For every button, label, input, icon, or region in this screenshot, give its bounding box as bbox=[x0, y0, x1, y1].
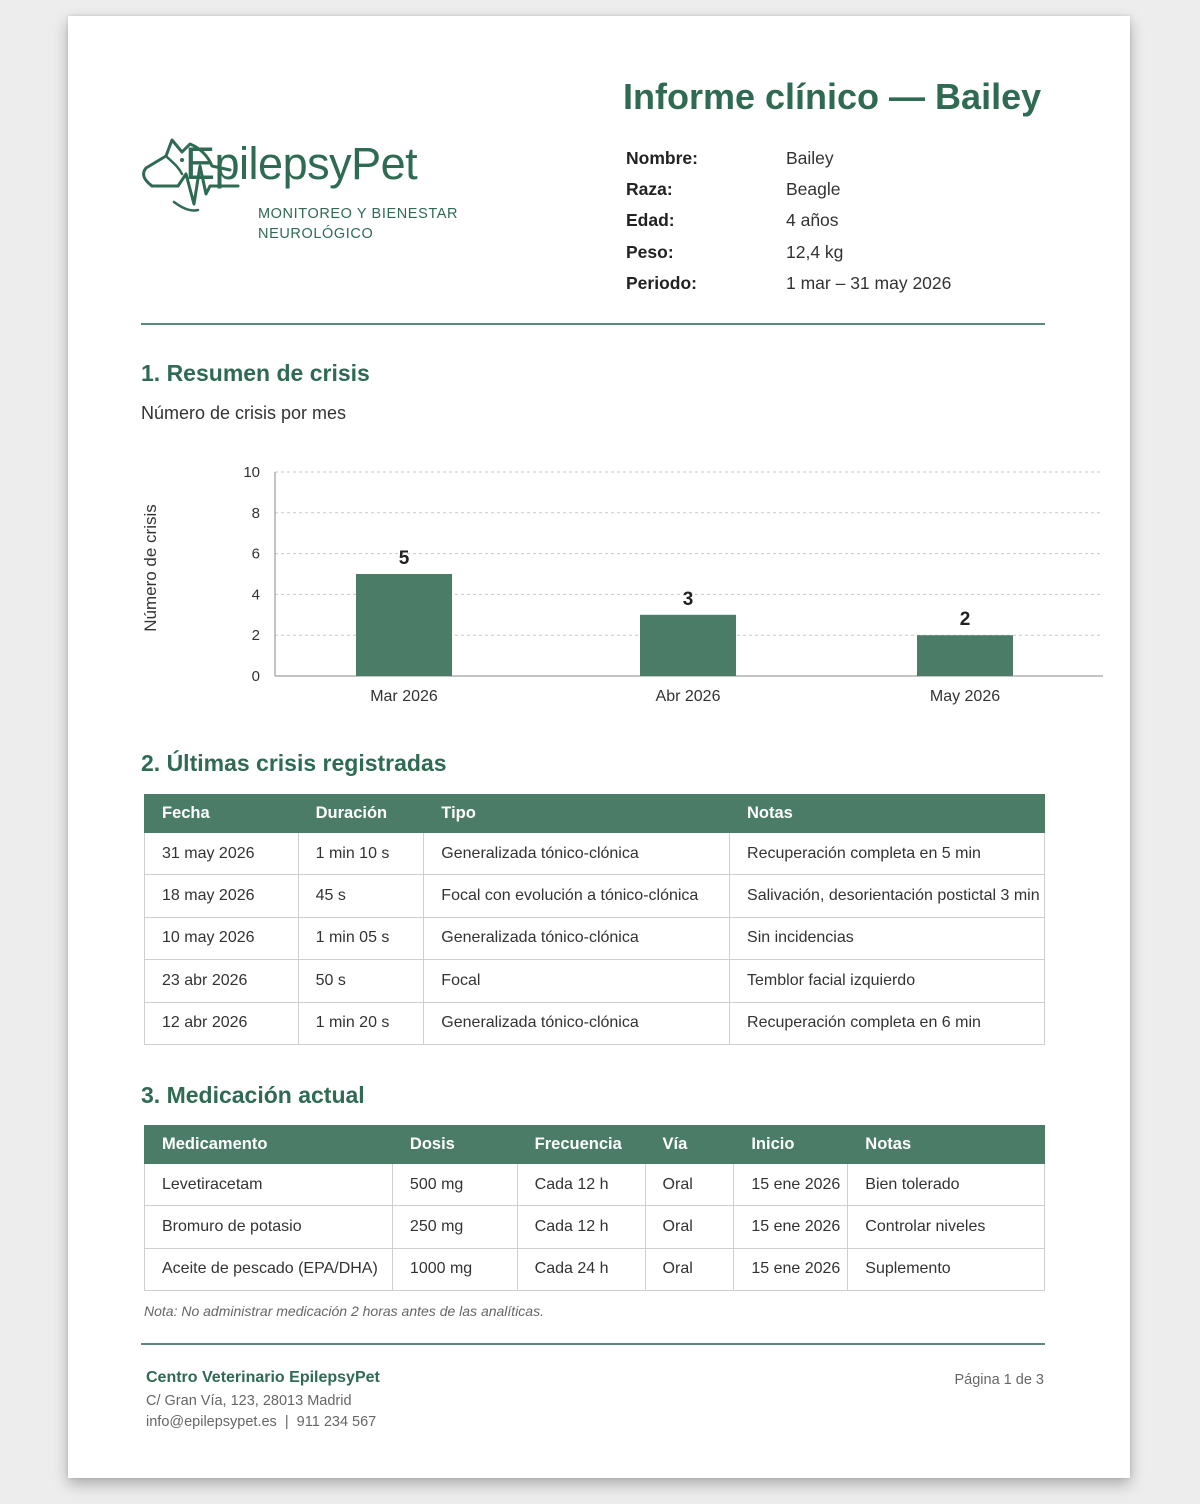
crisis-header-cell: Duración bbox=[298, 795, 424, 833]
table-row bbox=[145, 833, 1045, 875]
patient-info bbox=[626, 143, 951, 299]
medication-cell: Bromuro de potasio bbox=[145, 1206, 393, 1248]
patient-label: Raza: bbox=[626, 179, 673, 200]
y-tick-label: 4 bbox=[251, 586, 260, 604]
x-tick-label: May 2026 bbox=[929, 688, 1001, 705]
patient-value: 1 mar – 31 may 2026 bbox=[786, 272, 952, 293]
table-header-row bbox=[145, 795, 1045, 833]
table-row bbox=[145, 1248, 1045, 1290]
medication-cell: Cada 12 h bbox=[517, 1206, 645, 1248]
y-tick-label: 2 bbox=[251, 627, 260, 645]
y-tick-label: 0 bbox=[251, 668, 260, 685]
patient-value: Bailey bbox=[786, 148, 834, 169]
data-label: 2 bbox=[959, 609, 971, 631]
y-tick-label: 6 bbox=[251, 545, 260, 563]
crisis-cell: Temblor facial izquierdo bbox=[730, 960, 1045, 1002]
section-title-recent-crises: 2. Últimas crisis registradas bbox=[141, 750, 447, 776]
y-axis-label: Número de crisis bbox=[141, 504, 160, 632]
tagline-line-2: NEUROLÓGICO bbox=[258, 226, 374, 242]
crisis-cell: Generalizada tónico-clónica bbox=[424, 833, 730, 875]
medication-cell: Cada 24 h bbox=[517, 1248, 645, 1290]
bar bbox=[356, 574, 452, 676]
data-label: 5 bbox=[398, 548, 410, 569]
medication-cell: Oral bbox=[645, 1248, 734, 1290]
brand-tagline bbox=[258, 204, 498, 244]
footer-clinic-name: Centro Veterinario EpilepsyPet bbox=[146, 1369, 380, 1386]
x-tick-label: Mar 2026 bbox=[370, 688, 438, 705]
patient-row-name bbox=[626, 143, 951, 174]
table-row bbox=[145, 917, 1045, 959]
table-row bbox=[145, 1164, 1045, 1206]
report-title: Informe clínico — Bailey bbox=[623, 76, 1042, 117]
y-tick-label: 8 bbox=[251, 504, 260, 522]
patient-label: Edad: bbox=[626, 210, 675, 231]
crisis-header-cell: Notas bbox=[730, 795, 1045, 833]
medication-cell: 1000 mg bbox=[392, 1248, 517, 1290]
medication-cell: Aceite de pescado (EPA/DHA) bbox=[145, 1248, 393, 1290]
section-title-crisis-summary: 1. Resumen de crisis bbox=[141, 360, 370, 386]
medication-cell: Levetiracetam bbox=[145, 1164, 393, 1206]
medication-header-cell: Medicamento bbox=[145, 1126, 393, 1164]
crisis-cell: 12 abr 2026 bbox=[145, 1002, 299, 1044]
medication-header-cell: Frecuencia bbox=[517, 1126, 645, 1164]
patient-row-breed bbox=[626, 174, 951, 205]
patient-label: Periodo: bbox=[626, 272, 697, 293]
crisis-cell: 31 may 2026 bbox=[145, 833, 299, 875]
y-tick-label: 10 bbox=[243, 464, 260, 481]
crisis-bar-chart bbox=[138, 446, 1038, 705]
crisis-cell: Focal con evolución a tónico-clónica bbox=[424, 875, 730, 917]
medication-cell: Oral bbox=[645, 1164, 734, 1206]
medication-cell: 15 ene 2026 bbox=[734, 1164, 848, 1206]
medication-cell: 15 ene 2026 bbox=[734, 1206, 848, 1248]
crisis-cell: Recuperación completa en 6 min bbox=[730, 1002, 1045, 1044]
medication-cell: Controlar niveles bbox=[848, 1206, 1045, 1248]
report-page bbox=[68, 16, 1130, 1478]
medication-cell: Suplemento bbox=[848, 1248, 1045, 1290]
medication-note: Nota: No administrar medicación 2 horas antes de las analíticas. bbox=[144, 1303, 544, 1319]
crisis-cell: 10 may 2026 bbox=[145, 917, 299, 959]
crisis-cell: 18 may 2026 bbox=[145, 875, 299, 917]
patient-row-period bbox=[626, 268, 951, 299]
footer-address: C/ Gran Vía, 123, 28013 Madrid bbox=[146, 1393, 352, 1409]
table-header-row bbox=[145, 1126, 1045, 1164]
medication-header-cell: Vía bbox=[645, 1126, 734, 1164]
section-title-medication: 3. Medicación actual bbox=[141, 1082, 365, 1108]
medication-cell: 250 mg bbox=[392, 1206, 517, 1248]
crisis-cell: Generalizada tónico-clónica bbox=[424, 917, 730, 959]
medication-cell: Cada 12 h bbox=[517, 1164, 645, 1206]
crisis-cell: Recuperación completa en 5 min bbox=[730, 833, 1045, 875]
crisis-cell: Focal bbox=[424, 960, 730, 1002]
crisis-cell: 1 min 20 s bbox=[298, 1002, 424, 1044]
medication-header-cell: Dosis bbox=[392, 1126, 517, 1164]
crisis-cell: 1 min 10 s bbox=[298, 833, 424, 875]
patient-row-age bbox=[626, 205, 951, 236]
patient-value: 12,4 kg bbox=[786, 241, 844, 262]
bar bbox=[917, 635, 1013, 676]
bar bbox=[640, 615, 736, 676]
table-row bbox=[145, 960, 1045, 1002]
medication-cell: Oral bbox=[645, 1206, 734, 1248]
crisis-cell: 45 s bbox=[298, 875, 424, 917]
chart-caption: Número de crisis por mes bbox=[141, 403, 347, 423]
medication-header-cell: Inicio bbox=[734, 1126, 848, 1164]
medication-cell: 500 mg bbox=[392, 1164, 517, 1206]
footer-divider bbox=[141, 1343, 1045, 1345]
patient-value: 4 años bbox=[786, 210, 839, 231]
page-number: Página 1 de 3 bbox=[954, 1372, 1044, 1388]
table-row bbox=[145, 875, 1045, 917]
header-divider bbox=[141, 323, 1045, 325]
medication-cell: Bien tolerado bbox=[848, 1164, 1045, 1206]
crisis-cell: Sin incidencias bbox=[730, 917, 1045, 959]
crisis-cell: 23 abr 2026 bbox=[145, 960, 299, 1002]
crisis-cell: 1 min 05 s bbox=[298, 917, 424, 959]
patient-row-weight bbox=[626, 237, 951, 268]
crisis-header-cell: Fecha bbox=[145, 795, 299, 833]
brand-name: EpilepsyPet bbox=[185, 138, 418, 189]
medication-header-cell: Notas bbox=[848, 1126, 1045, 1164]
table-row bbox=[145, 1206, 1045, 1248]
x-tick-label: Abr 2026 bbox=[655, 688, 721, 705]
patient-label: Peso: bbox=[626, 241, 674, 262]
footer-contact: info@epilepsypet.es | 911 234 567 bbox=[146, 1414, 377, 1430]
data-label: 3 bbox=[682, 588, 694, 610]
crisis-cell: Generalizada tónico-clónica bbox=[424, 1002, 730, 1044]
patient-value: Beagle bbox=[786, 179, 841, 200]
medication-cell: 15 ene 2026 bbox=[734, 1248, 848, 1290]
crisis-cell: Salivación, desorientación postictal 3 min bbox=[730, 875, 1045, 917]
recent-crises-table bbox=[144, 794, 1045, 1045]
crisis-header-cell: Tipo bbox=[424, 795, 730, 833]
table-row bbox=[145, 1002, 1045, 1044]
patient-label: Nombre: bbox=[626, 148, 698, 169]
crisis-cell: 50 s bbox=[298, 960, 424, 1002]
medication-table bbox=[144, 1125, 1045, 1291]
tagline-line-1: MONITOREO Y BIENESTAR bbox=[258, 206, 459, 222]
